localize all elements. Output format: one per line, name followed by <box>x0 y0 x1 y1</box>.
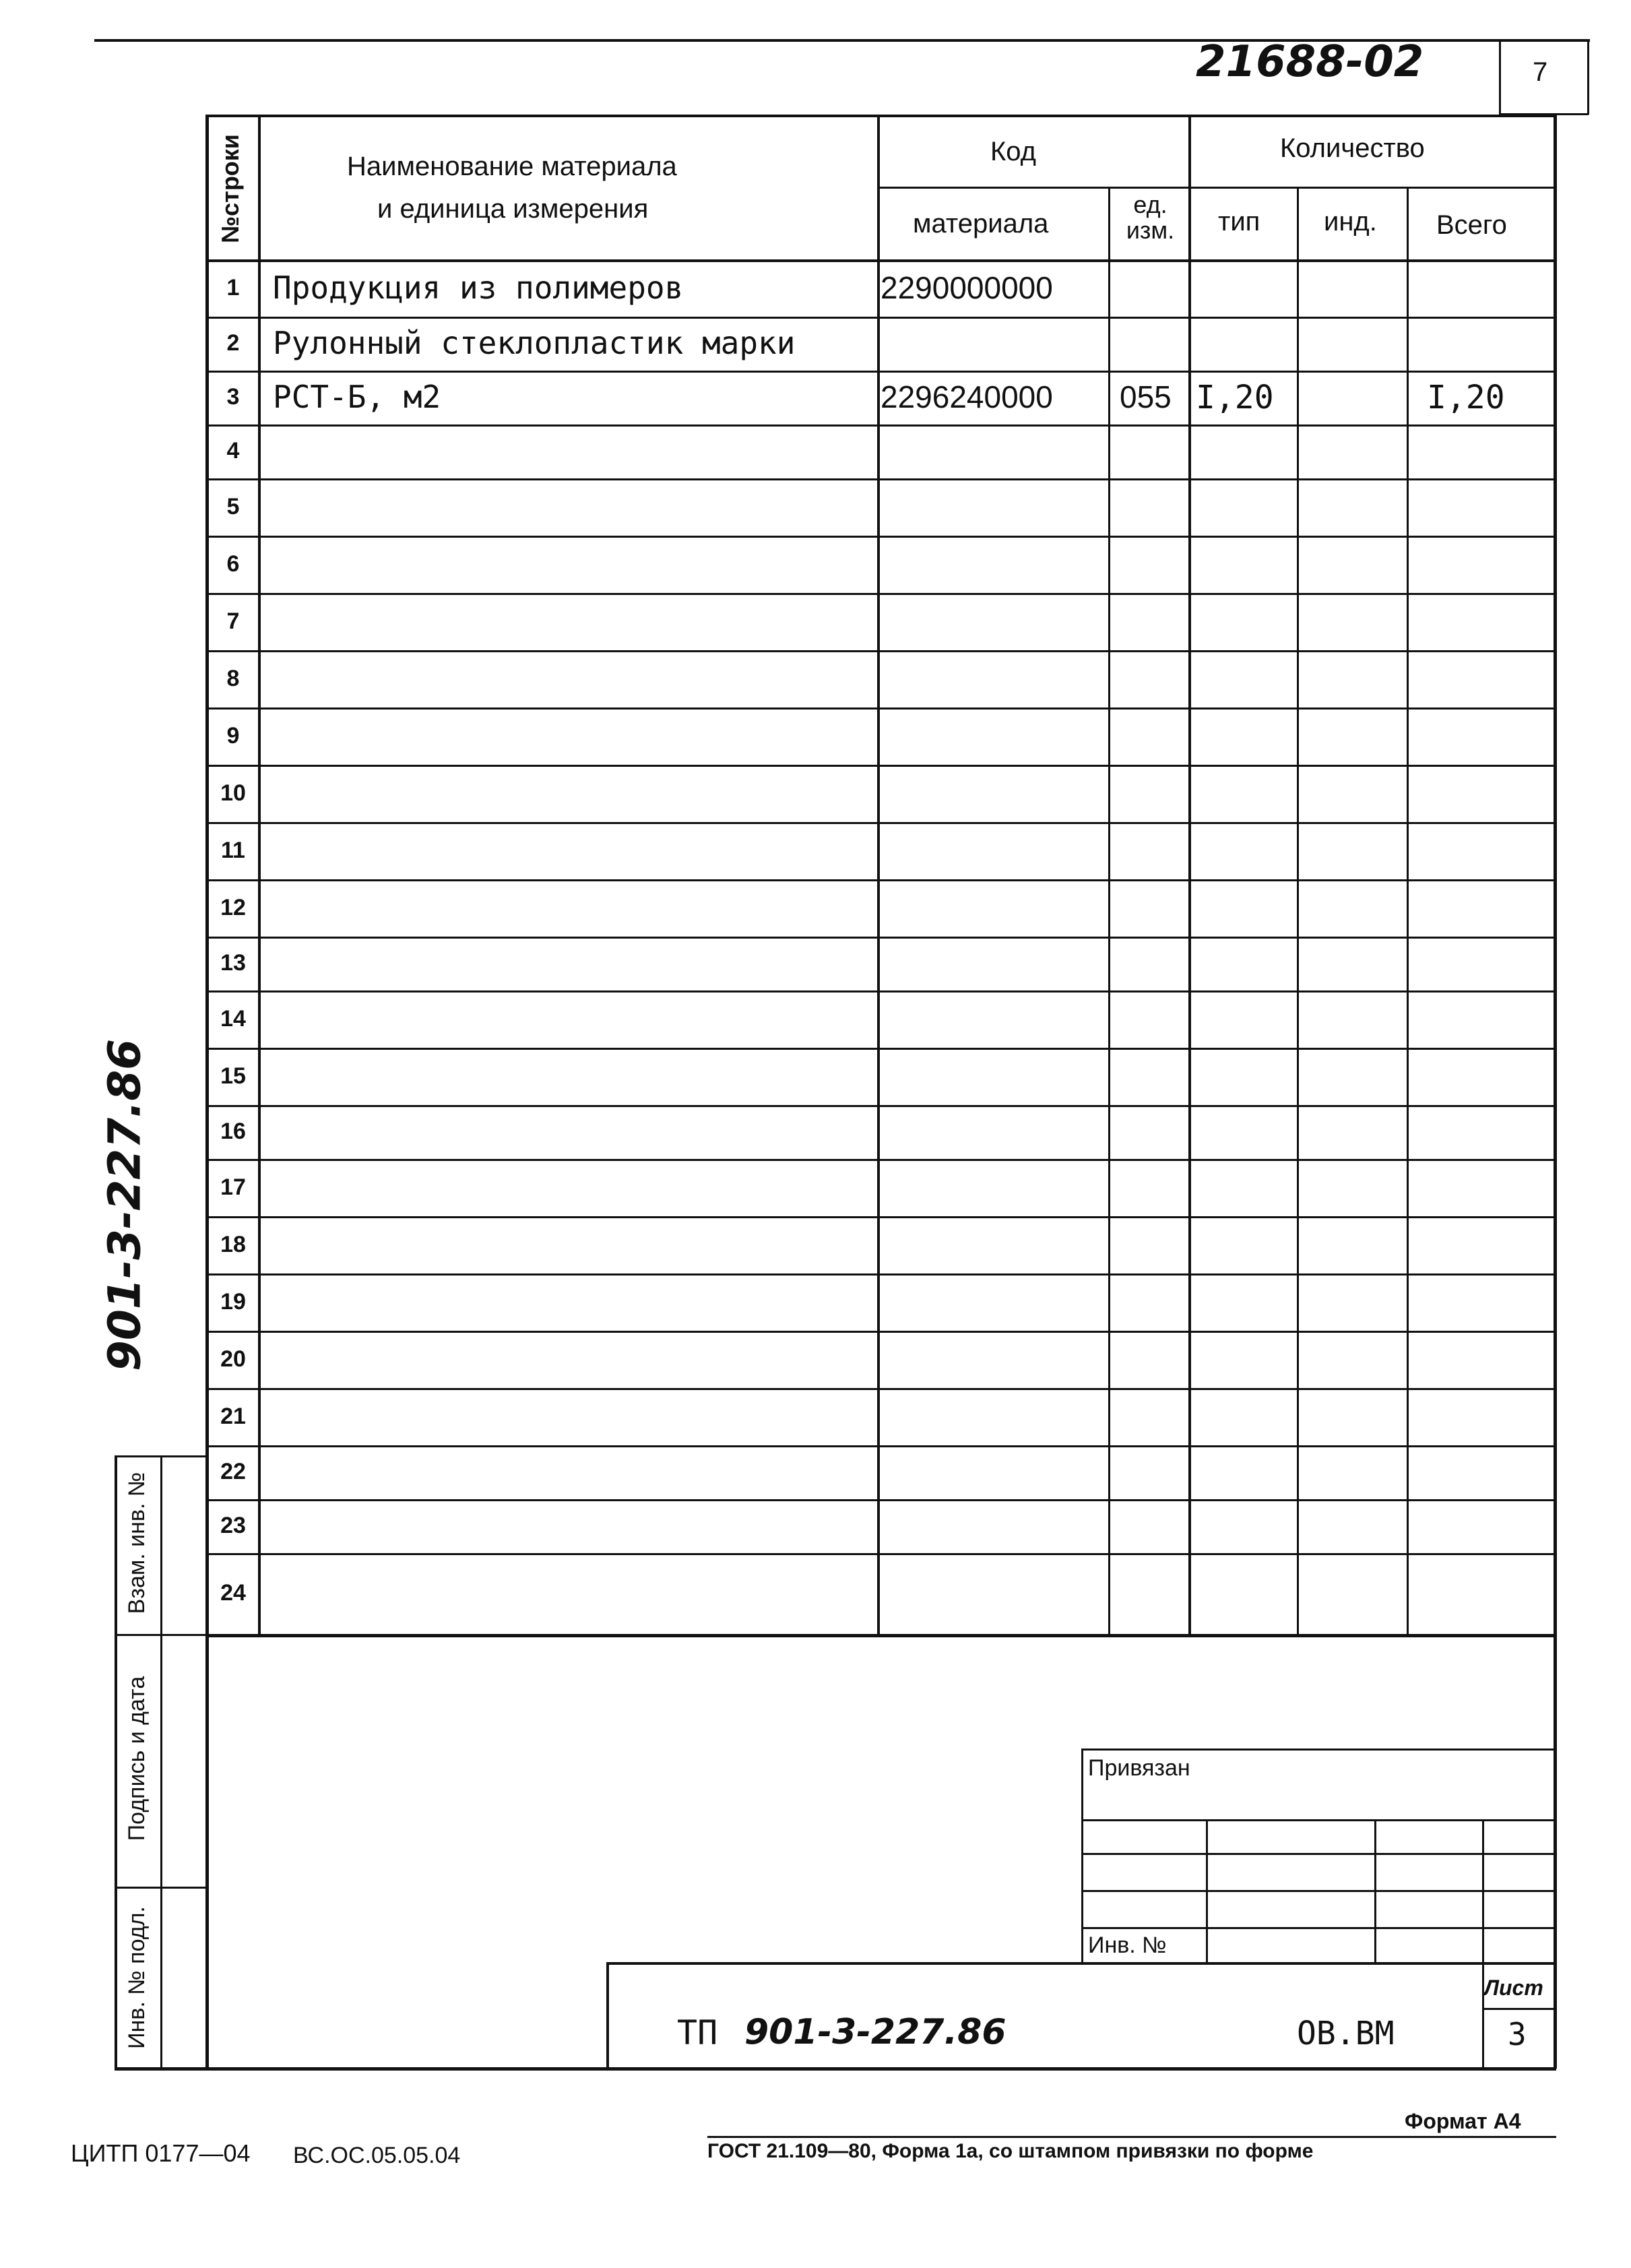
cell-total: I,20 <box>1427 379 1505 416</box>
row-number-header: №строки <box>216 134 244 243</box>
inv-podl-label: Инв. № подл. <box>124 1906 150 2049</box>
table-row <box>205 424 1556 478</box>
table-row <box>205 478 1556 536</box>
row-number: 13 <box>220 950 246 976</box>
tp-label: ТП <box>677 2013 718 2052</box>
total-header: Всего <box>1436 210 1507 240</box>
row-number: 3 <box>226 384 240 410</box>
table-row <box>205 707 1556 765</box>
privyazan-label: Привязан <box>1088 1755 1190 1781</box>
footer-code: ВС.ОС.05.05.04 <box>293 2143 461 2168</box>
row-number: 6 <box>226 550 240 577</box>
table-row <box>205 1331 1556 1388</box>
row-number: 7 <box>226 608 240 634</box>
side-project-code: 901-3-227.86 <box>98 1038 151 1372</box>
table-row <box>205 536 1556 593</box>
footer-gost: ГОСТ 21.109—80, Форма 1а, со штампом привязки по форме <box>707 2140 1314 2162</box>
table-row <box>205 1273 1556 1331</box>
row-number: 21 <box>220 1403 246 1429</box>
cell-code: 2296240000 <box>881 379 1053 414</box>
table-row <box>205 593 1556 650</box>
row-number: 8 <box>226 665 240 691</box>
row-number: 4 <box>226 438 240 464</box>
name-header-line1: Наименование материала <box>347 152 677 181</box>
table-row <box>205 1445 1556 1499</box>
inv-no-label: Инв. № <box>1088 1932 1167 1958</box>
row-number: 22 <box>220 1459 246 1484</box>
sheet-label: Лист <box>1484 1976 1543 2000</box>
table-row <box>205 765 1556 822</box>
table-row <box>205 990 1556 1048</box>
format-label: Формат А4 <box>1405 2109 1521 2133</box>
type-header: тип <box>1218 207 1260 237</box>
ind-header: инд. <box>1324 207 1377 237</box>
row-number: 15 <box>220 1063 246 1089</box>
table-row <box>205 650 1556 707</box>
cell-name: Рулонный стеклопластик марки <box>273 325 796 361</box>
row-number: 5 <box>226 493 240 519</box>
row-number: 20 <box>220 1346 246 1372</box>
sheet-number: 3 <box>1508 2016 1527 2052</box>
podpis-data-label: Подпись и дата <box>124 1676 150 1841</box>
row-number: 11 <box>221 837 245 863</box>
unit-header: ед. изм. <box>1126 191 1175 244</box>
footer-left: ЦИТП 0177—04 <box>71 2139 251 2167</box>
row-number: 9 <box>226 722 240 749</box>
cell-code: 2290000000 <box>881 270 1053 305</box>
cell-name: РСТ-Б, м2 <box>273 379 441 415</box>
row-number: 10 <box>220 780 246 806</box>
row-number: 19 <box>220 1288 246 1315</box>
cell-unit: 055 <box>1120 379 1172 414</box>
table-row <box>205 937 1556 990</box>
row-number: 16 <box>220 1119 246 1144</box>
table-row <box>205 879 1556 937</box>
row-number: 2 <box>226 330 240 356</box>
row-number: 23 <box>220 1513 246 1538</box>
cell-type: I,20 <box>1196 379 1274 416</box>
row-number: 24 <box>220 1580 246 1606</box>
name-header-line2: и единица измерения <box>377 194 649 224</box>
quantity-header: Количество <box>1280 133 1425 163</box>
row-number: 1 <box>226 274 240 301</box>
table-row <box>205 1216 1556 1273</box>
row-number: 14 <box>220 1005 246 1032</box>
table-row <box>205 1388 1556 1445</box>
table-row <box>205 1159 1556 1216</box>
corner-mark: 7 <box>1533 57 1548 87</box>
table-row <box>205 1553 1556 1634</box>
vzam-inv-label: Взам. инв. № <box>124 1472 150 1614</box>
tp-number: 901-3-227.86 <box>744 2012 1006 2052</box>
material-header: материала <box>913 209 1049 239</box>
row-number: 12 <box>220 894 246 920</box>
mark-code: ОВ.ВМ <box>1297 2015 1395 2052</box>
row-number: 18 <box>220 1231 246 1257</box>
row-number: 17 <box>220 1174 246 1200</box>
table-row <box>205 1105 1556 1159</box>
table-row <box>205 1048 1556 1105</box>
cell-name: Продукция из полимеров <box>273 269 684 306</box>
document-number: 21688-02 <box>1196 37 1424 87</box>
code-header: Код <box>990 137 1037 166</box>
table-row <box>205 1499 1556 1553</box>
table-row <box>205 822 1556 879</box>
